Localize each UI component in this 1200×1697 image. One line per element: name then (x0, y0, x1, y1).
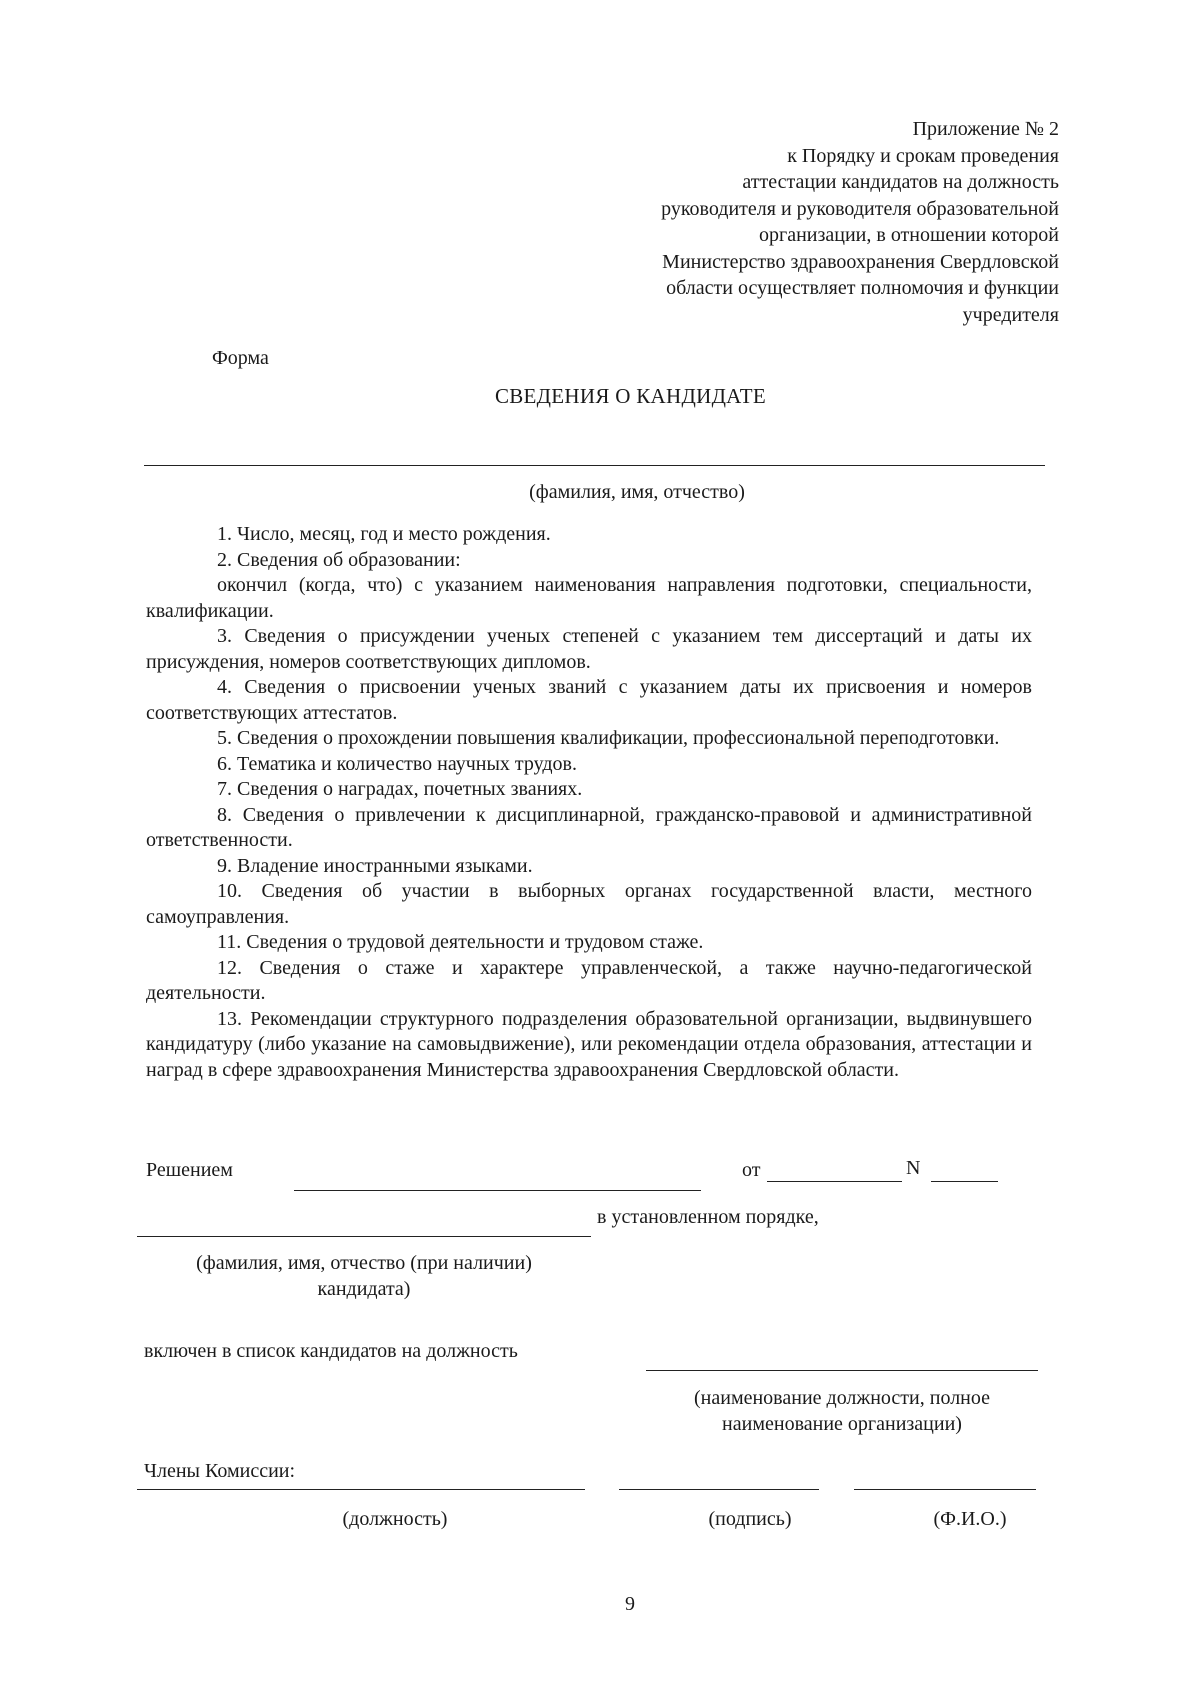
list-item: 2. Сведения об образовании: (217, 548, 461, 571)
candidate-caption-2: кандидата) (317, 1278, 411, 1300)
list-item: 11. Сведения о трудовой деятельности и трудовом стаже. (217, 931, 704, 953)
annex-line: учредителя (962, 303, 1059, 326)
annex-line: к Порядку и срокам проведения (787, 144, 1059, 167)
number-line (931, 1181, 998, 1182)
list-item: 5. Сведения о прохождении повышения квалификации, профессиональной переподготовки. (217, 727, 1000, 749)
included-text: включен в список кандидатов на должность (144, 1340, 518, 1362)
commission-position-line (137, 1489, 585, 1490)
list-item: окончил (когда, что) с указанием наименования направления подготовки, специальности, квалификации. (146, 574, 1032, 622)
established-order-text: в установленном порядке, (597, 1206, 819, 1228)
decision-label: Решением (146, 1159, 233, 1181)
position-line (646, 1370, 1038, 1371)
fio-caption: (фамилия, имя, отчество) (529, 481, 745, 503)
date-line (767, 1181, 902, 1182)
annex-header (559, 116, 1059, 328)
candidate-caption-1: (фамилия, имя, отчество (при наличии) (196, 1252, 532, 1274)
commission-position-caption: (должность) (342, 1508, 448, 1530)
number-label: N (906, 1157, 921, 1179)
form-label: Форма (212, 347, 269, 369)
list-item: 7. Сведения о наградах, почетных званиях. (217, 778, 583, 800)
annex-line: Приложение № 2 (912, 118, 1059, 140)
list-item: 4. Сведения о присвоении ученых званий с указанием даты их присвоения и номеров соответствующих аттестатов. (146, 676, 1032, 724)
list-item: 10. Сведения об участии в выборных органах государственной власти, местного самоуправления. (146, 880, 1032, 928)
page-title: СВЕДЕНИЯ О КАНДИДАТЕ (494, 384, 767, 408)
list-item: 6. Тематика и количество научных трудов. (217, 752, 577, 775)
commission-fio-line (854, 1489, 1036, 1490)
decision-body-line (294, 1190, 701, 1191)
annex-line: руководителя и руководителя образовательной (661, 197, 1059, 220)
list-item: 13. Рекомендации структурного подразделения образовательной организации, выдвинувшего кандидатуру (либо указание на самовыдвижение), или рекомендации отдела образования, аттестации и наград в сфере здравоохранения Министерства здравоохранения Свердловской области. (146, 1007, 1032, 1081)
from-label: от (742, 1159, 761, 1181)
commission-label: Члены Комиссии: (144, 1460, 296, 1482)
annex-line: организации, в отношении которой (759, 224, 1059, 246)
list-item: 12. Сведения о стаже и характере управленческой, а также научно-педагогической деятельности. (146, 956, 1032, 1004)
fio-underline (144, 465, 1045, 466)
commission-signature-line (619, 1489, 819, 1490)
candidate-name-line (137, 1236, 591, 1237)
page-number: 9 (625, 1593, 635, 1615)
annex-line: аттестации кандидатов на должность (742, 171, 1059, 193)
position-caption-2: наименование организации) (722, 1413, 962, 1435)
list-item: 1. Число, месяц, год и место рождения. (217, 523, 551, 545)
commission-fio-caption: (Ф.И.О.) (933, 1508, 1007, 1530)
list-item: 9. Владение иностранными языками. (217, 854, 533, 877)
items-list (146, 522, 1032, 1083)
list-item: 3. Сведения о присуждении ученых степеней с указанием тем диссертаций и даты их присуждения, номеров соответствующих дипломов. (146, 625, 1032, 673)
position-caption-1: (наименование должности, полное (694, 1387, 990, 1409)
commission-signature-caption: (подпись) (708, 1508, 792, 1530)
annex-line: Министерство здравоохранения Свердловской (662, 250, 1059, 273)
annex-line: области осуществляет полномочия и функции (666, 277, 1059, 299)
list-item: 8. Сведения о привлечении к дисциплинарной, гражданско-правовой и административной ответственности. (146, 803, 1032, 851)
